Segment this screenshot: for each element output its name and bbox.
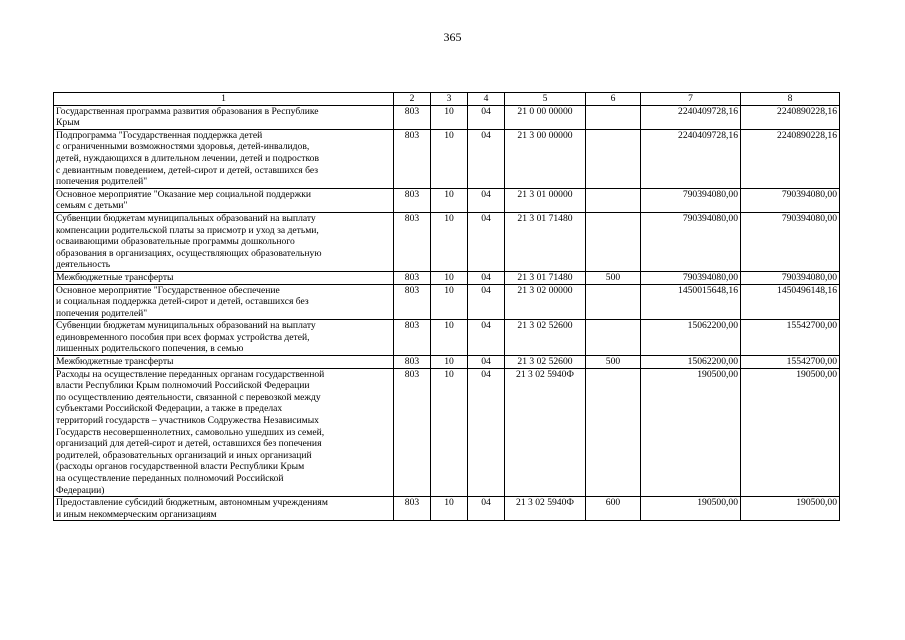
row-amount: 790394080,00 [641,271,741,284]
row-code: 803 [394,105,431,129]
row-amount: 190500,00 [641,368,741,497]
row-name: Подпрограмма "Государственная поддержка детей с ограниченными возможностями здоровья, детей-инвалидов, детей, нуждающихся в длительном лечении, детей и подростков с девиантным поведением, детей-сирот и детей, оставшихся без попечения родителей" [54,129,394,188]
row-amount: 15542700,00 [741,356,840,369]
row-amount: 190500,00 [741,497,840,521]
row-name: Основное мероприятие "Государственное обеспечение и социальная поддержка детей-сирот и детей, оставшихся без попечения родителей" [54,284,394,320]
row-code: 803 [394,368,431,497]
row-code: 04 [468,212,505,271]
row-name: Основное мероприятие "Оказание мер социальной поддержки семьям с детьми" [54,188,394,212]
row-amount: 15062200,00 [641,356,741,369]
row-code: 10 [431,271,468,284]
row-code: 04 [468,356,505,369]
row-amount: 190500,00 [741,368,840,497]
row-amount: 790394080,00 [741,188,840,212]
row-code: 21 3 02 52600 [505,356,586,369]
row-code: 10 [431,497,468,521]
row-code: 803 [394,320,431,356]
row-code: 04 [468,284,505,320]
row-code: 10 [431,129,468,188]
row-name: Субвенции бюджетам муниципальных образований на выплату единовременного пособия при всех формах устройства детей, лишенных родительского попечения, в семью [54,320,394,356]
row-code: 21 3 02 5940Ф [505,497,586,521]
row-code: 803 [394,129,431,188]
row-code [586,284,641,320]
header-cell: 4 [468,93,505,106]
header-cell: 3 [431,93,468,106]
header-cell: 2 [394,93,431,106]
row-amount: 2240409728,16 [641,129,741,188]
row-amount: 790394080,00 [641,212,741,271]
row-code: 10 [431,212,468,271]
row-code: 21 3 02 5940Ф [505,368,586,497]
row-code: 10 [431,356,468,369]
header-cell: 1 [54,93,394,106]
row-code: 10 [431,105,468,129]
row-code: 803 [394,497,431,521]
row-code: 21 3 01 71480 [505,212,586,271]
row-code: 04 [468,271,505,284]
table-row [54,188,840,212]
row-code: 04 [468,188,505,212]
row-code [586,212,641,271]
row-code: 21 3 02 00000 [505,284,586,320]
row-name: Межбюджетные трансферты [54,271,394,284]
row-code: 21 0 00 00000 [505,105,586,129]
row-code: 803 [394,356,431,369]
row-code: 21 3 02 52600 [505,320,586,356]
row-code: 500 [586,356,641,369]
row-code: 04 [468,320,505,356]
row-code [586,320,641,356]
row-code: 10 [431,368,468,497]
row-name: Субвенции бюджетам муниципальных образований на выплату компенсации родительской платы за присмотр и уход за детьми, осваивающими образовательные программы дошкольного образования в организациях, осуществляющих образовательную деятельность [54,212,394,271]
row-code: 21 3 00 00000 [505,129,586,188]
row-amount: 2240890228,16 [741,129,840,188]
row-amount: 2240409728,16 [641,105,741,129]
row-amount: 790394080,00 [741,212,840,271]
page-number: 365 [443,30,462,44]
row-code: 10 [431,284,468,320]
row-code: 600 [586,497,641,521]
table-row [54,368,840,497]
header-cell: 6 [586,93,641,106]
row-code: 04 [468,105,505,129]
header-cell: 8 [741,93,840,106]
row-code: 803 [394,212,431,271]
row-amount: 2240890228,16 [741,105,840,129]
row-code: 500 [586,271,641,284]
row-amount: 15542700,00 [741,320,840,356]
row-name: Межбюджетные трансферты [54,356,394,369]
row-name: Предоставление субсидий бюджетным, автономным учреждениям и иным некоммерческим организациям [54,497,394,521]
row-code: 04 [468,497,505,521]
row-code: 21 3 01 00000 [505,188,586,212]
row-amount: 790394080,00 [741,271,840,284]
row-amount: 790394080,00 [641,188,741,212]
row-code: 04 [468,129,505,188]
row-name: Расходы на осуществление переданных органам государственной власти Республики Крым полномочий Российской Федерации по осуществлению деятельности, связанной с перевозкой между субъектами Российской Федерации, а также в пределах территорий государств – участников Содружества Независимых Государств несовершеннолетних, самовольно ушедших из семей, организаций для детей-сирот и детей, оставшихся без попечения родителей, образовательных организаций и иных организаций (расходы органов государственной власти Республики Крым на осуществление переданных полномочий Российской Федерации) [54,368,394,497]
row-code [586,368,641,497]
table-row [54,497,840,521]
row-amount: 190500,00 [641,497,741,521]
budget-table [53,92,840,521]
row-code [586,129,641,188]
row-amount: 1450496148,16 [741,284,840,320]
row-amount: 15062200,00 [641,320,741,356]
row-name: Государственная программа развития образования в Республике Крым [54,105,394,129]
row-code: 803 [394,271,431,284]
table-row [54,212,840,271]
row-code: 04 [468,368,505,497]
table-row [54,320,840,356]
table-row [54,105,840,129]
header-cell: 7 [641,93,741,106]
row-code [586,188,641,212]
table-row [54,284,840,320]
row-code: 10 [431,320,468,356]
row-amount: 1450015648,16 [641,284,741,320]
row-code: 21 3 01 71480 [505,271,586,284]
table-row [54,356,840,369]
table-row [54,129,840,188]
row-code: 803 [394,188,431,212]
row-code: 803 [394,284,431,320]
row-code [586,105,641,129]
header-row [54,93,840,106]
header-cell: 5 [505,93,586,106]
table-row [54,271,840,284]
row-code: 10 [431,188,468,212]
